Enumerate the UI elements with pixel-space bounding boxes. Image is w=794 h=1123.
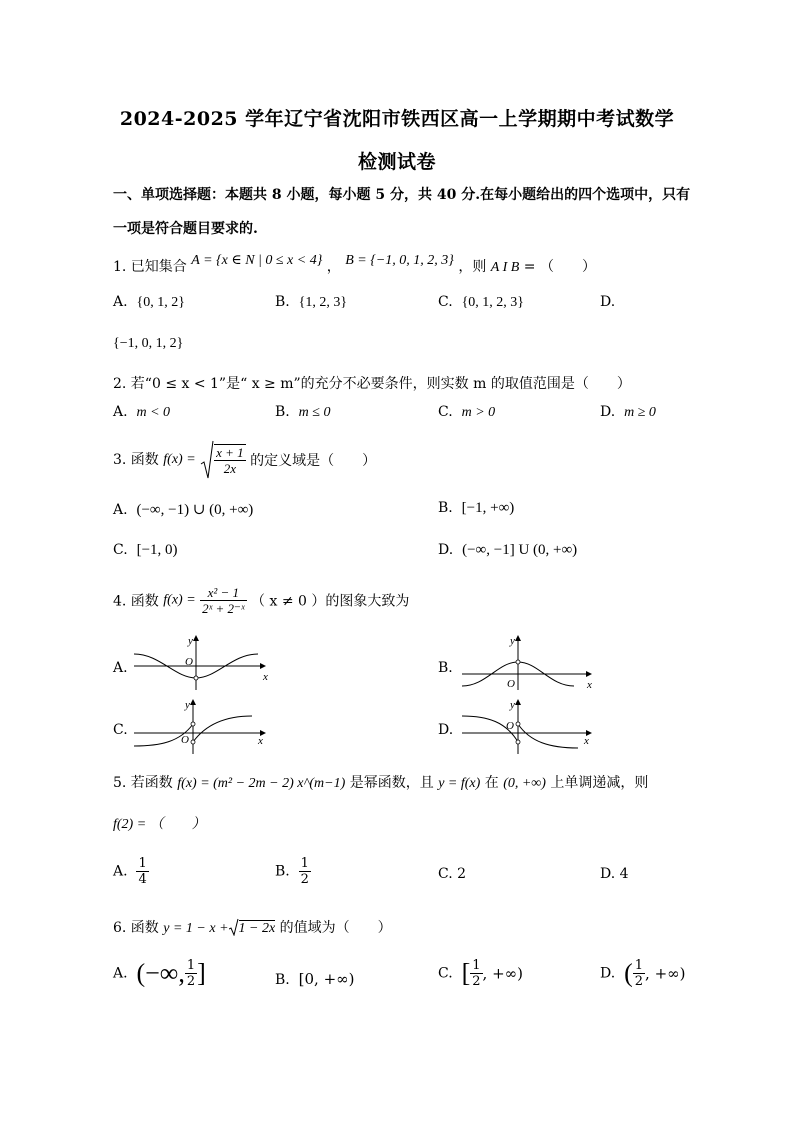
q4-b-axis-y: y (510, 635, 515, 647)
q1-option-d[interactable] (600, 294, 615, 310)
q4-option-c-label: C. (113, 722, 128, 738)
section-heading: 一、单项选择题：本题共 8 小题，每小题 5 分，共 40 分.在每小题给出的四个选项中，只有一项是符合题目要求的. (113, 187, 691, 237)
q4-option-a[interactable] (113, 660, 128, 676)
question-1-stem (113, 253, 596, 276)
q4-graph-b[interactable] (458, 632, 598, 692)
q2-option-a-value: m < 0 (136, 405, 171, 420)
q6-option-c-pre: [ (461, 958, 471, 988)
q6-func: y = 1 − x + (163, 921, 229, 936)
q4-stem-a: 4. 函数 (113, 593, 159, 610)
q1-option-c[interactable] (438, 294, 524, 311)
q5-option-a-frac (136, 856, 148, 887)
q6-option-c-frac (470, 958, 482, 989)
q2-option-b-label: B. (275, 404, 290, 420)
q6-option-c-post: , +∞) (482, 964, 523, 983)
q5-stem-c: 在 (484, 775, 499, 791)
q4-d-axis-y: y (510, 699, 515, 711)
q6-option-c-label: C. (438, 965, 453, 982)
q5-option-b-frac (299, 856, 311, 887)
q4-option-d-label: D. (438, 722, 454, 738)
q2-option-d-label: D. (600, 404, 616, 420)
q6-c-num: 1 (472, 958, 481, 973)
radical-icon (200, 440, 214, 480)
q4-option-b[interactable] (438, 660, 453, 676)
q2-option-c[interactable] (438, 404, 495, 421)
q5-option-c-label: C. (438, 866, 453, 882)
q4-graph-c[interactable] (130, 696, 270, 756)
q4-b-axis-x: x (587, 679, 592, 691)
q3-option-d-label: D. (438, 542, 454, 558)
exam-title-line2: 检测试卷 (357, 151, 436, 173)
q3-option-c-label: C. (113, 542, 128, 558)
q4-d-axis-x: x (584, 735, 589, 747)
q2-option-c-value: m > 0 (461, 405, 496, 420)
q5-option-a[interactable] (113, 856, 149, 887)
q3-option-c-value: [−1, 0) (136, 542, 178, 558)
q4-a-origin: O (185, 656, 193, 668)
q3-option-a[interactable] (113, 500, 253, 519)
q5-option-d-label: D. (600, 866, 616, 882)
q5-option-b-label: B. (275, 863, 290, 880)
q3-option-b[interactable] (438, 500, 514, 517)
q5-stem-d: 上单调递减，则 (550, 775, 649, 791)
question-3-stem (113, 440, 376, 480)
q4-option-c[interactable] (113, 722, 128, 738)
q6-stem-b: 的值域为（ ） (279, 920, 392, 936)
q6-option-b[interactable] (275, 970, 355, 988)
question-4-stem (113, 585, 409, 616)
q1-option-a[interactable] (113, 294, 185, 311)
q6-option-d-post: , +∞) (645, 964, 686, 983)
question-5-stem-cont: f(2) = （ ） (113, 817, 206, 832)
q1-option-d-value (113, 335, 183, 352)
q5-b-den: 2 (300, 872, 309, 887)
q3-den: 2x (223, 461, 236, 476)
q5-stem-a: 5. 若函数 (113, 775, 173, 791)
q5-option-c-value: 2 (457, 866, 467, 882)
q6-option-a-pre: (−∞, (136, 958, 185, 988)
q5-option-d-value: 4 (619, 866, 629, 882)
q5-a-den: 4 (138, 872, 147, 887)
q3-option-a-label: A. (113, 502, 128, 518)
q2-option-b[interactable] (275, 404, 330, 421)
q5-interval: (0, +∞) (503, 776, 546, 791)
q4-frac (200, 585, 246, 616)
question-6-stem (113, 917, 392, 937)
q4-num: x² − 1 (200, 585, 246, 601)
q1-option-b[interactable] (275, 294, 347, 311)
exam-title-line1: 2024-2025 学年辽宁省沈阳市铁西区高一上学期期中考试数学 (119, 108, 675, 130)
q3-option-d[interactable] (438, 542, 577, 559)
q3-option-a-value: (−∞, −1) ∪ (0, +∞) (136, 502, 254, 518)
q3-stem-b: 的定义域是（ ） (250, 453, 377, 469)
q1-stem-b: ，则 (458, 259, 487, 275)
q4-graph-d[interactable] (458, 696, 598, 756)
q6-option-d-pre: ( (624, 958, 633, 988)
q6-option-d-frac (633, 958, 645, 989)
q2-option-d[interactable] (600, 404, 656, 421)
q1-set-b: B = {−1, 0, 1, 2, 3} (345, 253, 454, 268)
q6-d-den: 2 (634, 974, 644, 989)
q6-option-d[interactable] (600, 958, 686, 989)
q6-option-a[interactable] (113, 958, 206, 989)
q1-option-b-value: {1, 2, 3} (298, 295, 348, 310)
q1-option-a-value: {0, 1, 2} (136, 295, 185, 310)
q1-stem-c: = （ ） (523, 259, 596, 275)
q1-set-a: A = {x ∈ N | 0 ≤ x < 4} (191, 253, 323, 268)
q6-option-b-value: [0, +∞) (298, 970, 355, 988)
q6-a-num: 1 (186, 958, 196, 973)
q4-c-origin: O (181, 734, 189, 746)
q4-option-d[interactable] (438, 722, 453, 738)
q5-func: f(x) = (m² − 2m − 2) x^(m−1) (177, 776, 346, 791)
q4-graph-a[interactable] (130, 632, 270, 692)
q1-option-b-label: B. (275, 294, 290, 310)
q4-a-axis-x: x (263, 671, 268, 683)
q6-d-num: 1 (634, 958, 644, 973)
q6-option-a-label: A. (113, 965, 128, 982)
q3-option-c[interactable] (113, 542, 178, 559)
q1-option-c-label: C. (438, 294, 453, 310)
question-2-stem: 2. 若“0 ≤ x < 1”是“ x ≥ m”的充分不必要条件，则实数 m 的取值范围是（ ） (113, 376, 631, 392)
q5-a-num: 1 (138, 856, 147, 871)
q3-func: f(x) = (163, 452, 196, 467)
q1-expr: A I B (490, 260, 520, 275)
q6-c-den: 2 (472, 974, 481, 989)
q4-d-origin: O (506, 720, 514, 732)
q6-option-b-label: B. (275, 972, 290, 988)
radical-icon (229, 918, 239, 936)
q3-num: x + 1 (216, 445, 244, 460)
q4-option-a-label: A. (113, 660, 128, 676)
q2-option-b-value: m ≤ 0 (298, 405, 331, 420)
q2-option-c-label: C. (438, 404, 453, 420)
question-5-stem (113, 772, 648, 792)
q5-cond: y = f(x) (438, 776, 481, 791)
q3-option-d-value: (−∞, −1] U (0, +∞) (462, 542, 578, 558)
q2-option-d-value: m ≥ 0 (624, 405, 656, 420)
q5-option-a-label: A. (113, 863, 128, 880)
q5-option-b[interactable] (275, 856, 311, 887)
q5-option-c[interactable] (438, 866, 466, 882)
q4-func: f(x) = (163, 592, 196, 608)
q4-den: 2ˣ + 2⁻ˣ (202, 601, 245, 616)
q5-option-d[interactable] (600, 866, 629, 882)
q1-stem-a: 1. 已知集合 (113, 259, 187, 275)
q1-option-d-value-text: {−1, 0, 1, 2} (113, 336, 184, 351)
q6-option-c[interactable] (438, 958, 523, 989)
q3-option-b-value: [−1, +∞) (461, 500, 515, 516)
q3-frac (214, 444, 246, 476)
q6-option-a-post: ] (197, 958, 206, 988)
q6-rad: 1 − 2x (238, 921, 276, 936)
q3-sqrt (200, 440, 246, 480)
q3-stem-a: 3. 函数 (113, 452, 159, 468)
q4-a-axis-y: y (188, 635, 193, 647)
q3-option-b-label: B. (438, 500, 453, 516)
q1-option-d-label: D. (600, 294, 616, 310)
q4-b-origin: O (507, 678, 515, 690)
q1-option-c-value: {0, 1, 2, 3} (461, 295, 525, 310)
q6-stem-a: 6. 函数 (113, 920, 159, 936)
q2-option-a[interactable] (113, 404, 170, 421)
q2-option-a-label: A. (113, 404, 128, 420)
q5-stem-b: 是幂函数，且 (349, 775, 434, 791)
q1-option-a-label: A. (113, 294, 128, 310)
q6-a-den: 2 (186, 974, 196, 989)
q6-option-a-frac (185, 958, 197, 989)
q4-option-b-label: B. (438, 660, 453, 676)
q6-option-d-label: D. (600, 965, 616, 982)
q4-c-axis-y: y (185, 699, 190, 711)
q4-c-axis-x: x (258, 735, 263, 747)
q5-b-num: 1 (300, 856, 309, 871)
q1-comma: ， (326, 259, 341, 275)
q4-cond: （ x ≠ 0 ）的图象大致为 (251, 593, 410, 610)
